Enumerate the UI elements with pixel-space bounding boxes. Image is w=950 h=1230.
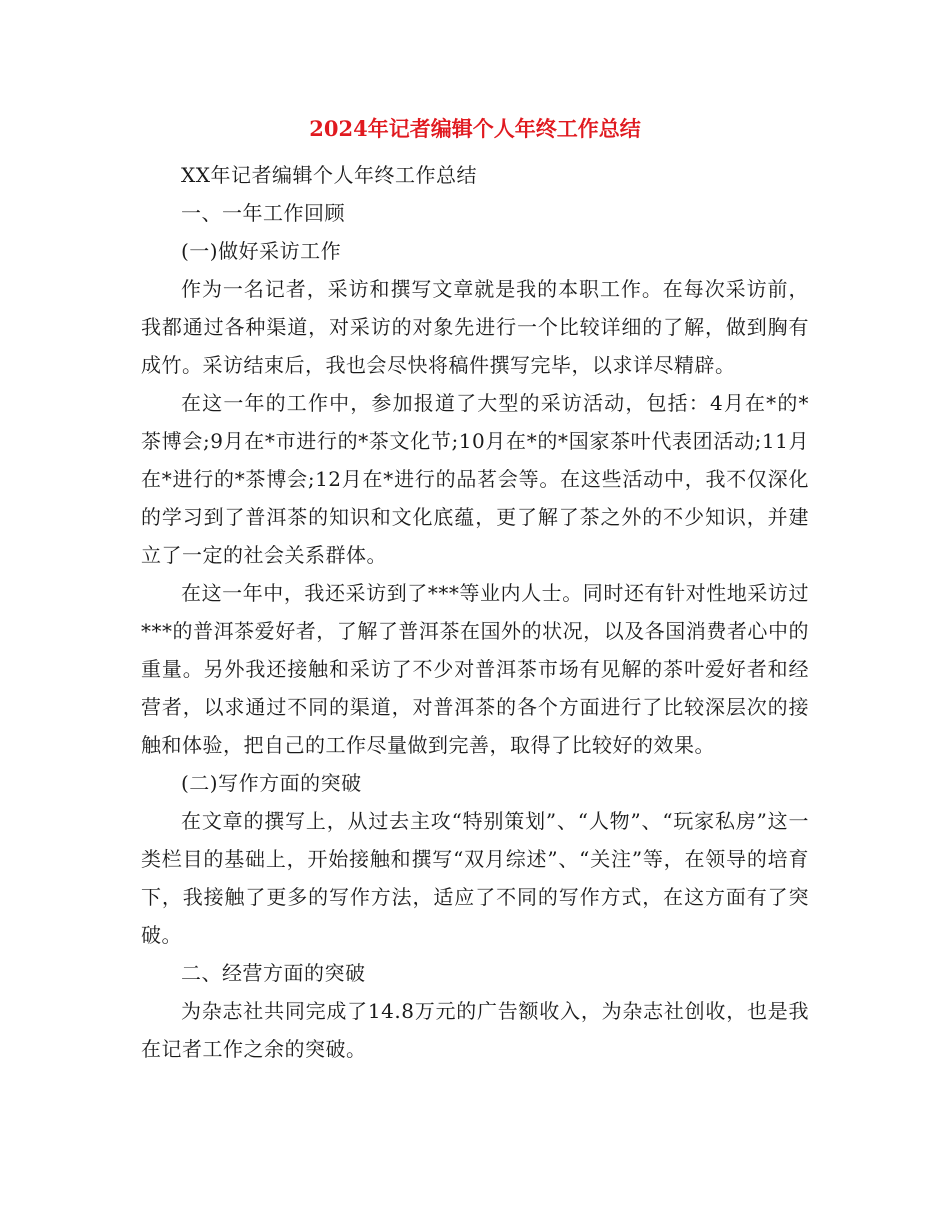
body-paragraph: 在文章的撰写上，从过去主攻“特别策划”、“人物”、“玩家私房”这一类栏目的基础上，开始接触和撰写“双月综述”、“关注”等，在领导的培育下，我接触了更多的写作方法，适应了不同的写作方式，在这方面有了突破。 bbox=[141, 809, 809, 947]
subsection-heading-2: (二)写作方面的突破 bbox=[181, 771, 362, 795]
document-body bbox=[141, 156, 809, 1068]
document-title: 2024年记者编辑个人年终工作总结 bbox=[309, 116, 641, 141]
section-heading-1: 一、一年工作回顾 bbox=[181, 201, 345, 225]
body-paragraph: 在这一年的工作中，参加报道了大型的采访活动，包括：4月在*的*茶博会;9月在*市进行的*茶文化节;10月在*的*国家茶叶代表团活动;11月在*进行的*茶博会;12月在*进行的品茗会等。在这些活动中，我不仅深化的学习到了普洱茶的知识和文化底蕴，更了解了茶之外的不少知识，并建立了一定的社会关系群体。 bbox=[141, 391, 809, 567]
section-heading-2: 二、经营方面的突破 bbox=[181, 961, 366, 985]
body-paragraph: 作为一名记者，采访和撰写文章就是我的本职工作。在每次采访前，我都通过各种渠道，对采访的对象先进行一个比较详细的了解，做到胸有成竹。采访结束后，我也会尽快将稿件撰写完毕，以求详尽精辟。 bbox=[141, 277, 809, 377]
body-paragraph: 在这一年中，我还采访到了***等业内人士。同时还有针对性地采访过***的普洱茶爱好者，了解了普洱茶在国外的状况，以及各国消费者心中的重量。另外我还接触和采访了不少对普洱茶市场有见解的茶叶爱好者和经营者，以求通过不同的渠道，对普洱茶的各个方面进行了比较深层次的接触和体验，把自己的工作尽量做到完善，取得了比较好的效果。 bbox=[141, 581, 809, 757]
subsection-heading-1: (一)做好采访工作 bbox=[181, 239, 342, 263]
subtitle-paragraph: XX年记者编辑个人年终工作总结 bbox=[181, 163, 477, 187]
body-paragraph: 为杂志社共同完成了14.8万元的广告额收入，为杂志社创收，也是我在记者工作之余的突破。 bbox=[141, 999, 809, 1061]
